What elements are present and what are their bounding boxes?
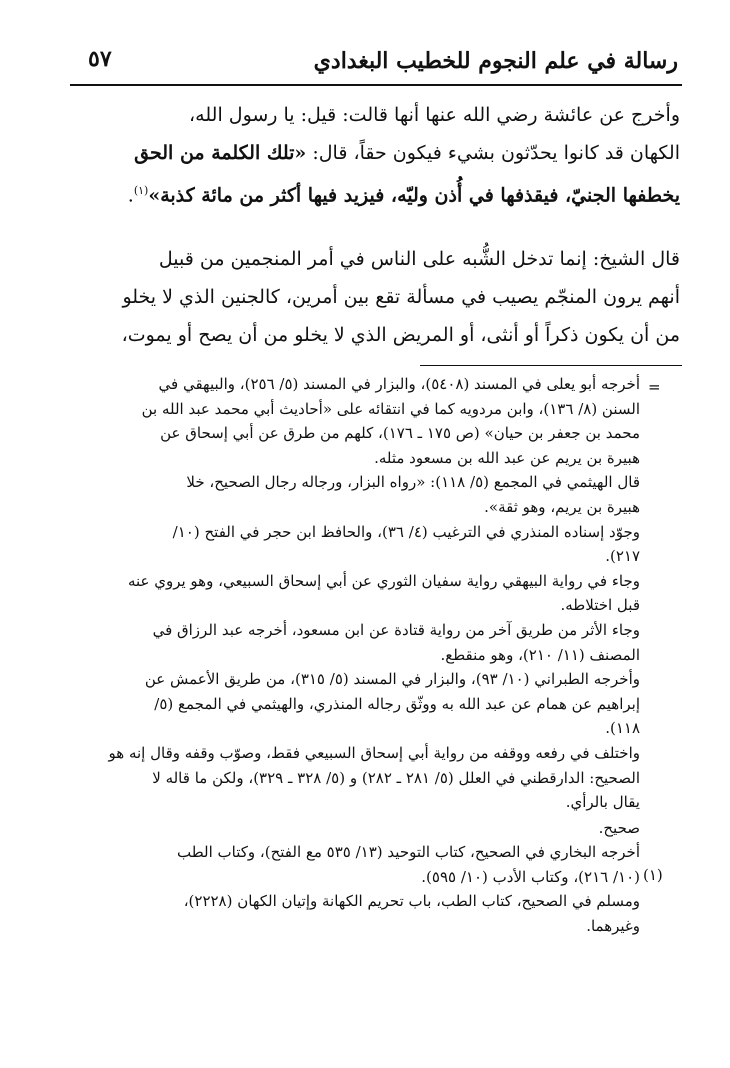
text-line — [76, 172, 680, 210]
footnotes — [60, 372, 640, 939]
footnote-line: أخرجه أبو يعلى في المسند (٥٤٠٨)، والبزار في المسند (٥/ ٢٥٦)، والبيهقي في — [158, 375, 640, 393]
running-title: رسالة في علم النجوم للخطيب البغدادي — [313, 48, 678, 74]
text-segment: . — [127, 184, 134, 207]
footnote-line: ٢١٧). — [605, 547, 640, 566]
footnote-line: هبيرة بن يريم، وهو ثقة». — [484, 497, 640, 516]
hadith-quote: «تلك الكلمة من الحق — [134, 142, 307, 164]
hadith-quote: يخطفها الجنيّ، فيقذفها في أُذن وليّه، فيزيد فيها أكثر من مائة كذبة» — [148, 184, 680, 207]
footnote-line: المصنف (١١/ ٢١٠)، وهو منقطع. — [440, 645, 640, 664]
footnote-line: وأخرجه الطبراني (١٠/ ٩٣)، والبزار في المسند (٥/ ٣١٥)، من طريق الأعمش عن — [144, 670, 640, 689]
footnote-line: وجاء في رواية البيهقي رواية سفيان الثوري عن أبي إسحاق السبيعي، وهو يروي عنه — [127, 571, 640, 590]
footnote-line: قبل اختلاطه. — [560, 596, 640, 615]
footnote-line: هبيرة بن يريم عن عبد الله بن مسعود مثله. — [374, 448, 640, 467]
footnote-number: (١) — [643, 866, 663, 884]
footnote-line: واختلف في رفعه ووقفه من رواية أبي إسحاق السبيعي فقط، وصوّب وقفه وقال إنه هو — [108, 743, 640, 762]
footnote-line: وجوّد إسناده المنذري في الترغيب (٤/ ٣٦)، والحافظ ابن حجر في الفتح (١٠/ — [172, 522, 640, 541]
footnote-continuation-marker: = — [648, 378, 661, 396]
footnote-line: وجاء الأثر من طريق آخر من رواية قتادة عن ابن مسعود، أخرجه عبد الرزاق في — [152, 620, 640, 639]
footnote-line: ومسلم في الصحيح، كتاب الطب، باب تحريم الكهانة وإتيان الكهان (٢٢٢٨)، — [183, 892, 640, 911]
paragraph-sheikh — [76, 240, 680, 354]
footnote-line: قال الهيثمي في المجمع (٥/ ١١٨): «رواه البزار، ورجاله رجال الصحيح، خلا — [186, 473, 640, 492]
header-rule — [70, 84, 682, 86]
footnote-line: أخرجه البخاري في الصحيح، كتاب التوحيد (١٣/ ٥٣٥ مع الفتح)، وكتاب الطب — [176, 843, 640, 862]
text-line: قال الشيخ: إنما تدخل الشُّبه على الناس في أمر المنجمين من قبيل — [158, 248, 680, 270]
footnote-line: الصحيح: الدارقطني في العلل (٥/ ٢٨١ ـ ٢٨٢) و (٥/ ٣٢٨ ـ ٣٢٩)، ولكن ما قاله لا — [152, 768, 640, 787]
footnote-line: صحيح. — [598, 818, 640, 837]
footnote-line: السنن (٨/ ١٣٦)، وابن مردويه كما في انتقائه على «أحاديث أبي محمد عبد الله بن — [141, 399, 640, 418]
paragraph-hadith — [76, 96, 680, 210]
page-number: ٥٧ — [88, 46, 112, 72]
footnote-line: محمد بن جعفر بن حيان» (ص ١٧٥ ـ ١٧٦)، كلهم من طرق عن أبي إسحاق عن — [160, 424, 640, 443]
text-line: من أن يكون ذكراً أو أنثى، أو المريض الذي لا يخلو من أن يصح أو يموت، — [121, 324, 680, 346]
text-line — [76, 134, 680, 172]
footnote-separator — [420, 365, 682, 366]
footnote-line: يقال بالرأي. — [565, 793, 640, 812]
footnote-line: وغيرهما. — [586, 917, 640, 936]
text-line: وأخرج عن عائشة رضي الله عنها أنها قالت: قيل: يا رسول الله، — [189, 104, 680, 126]
footnote-line: ١١٨). — [605, 719, 640, 738]
text-segment: الكهان قد كانوا يحدّثون بشيء فيكون حقاً، قال: — [306, 142, 680, 164]
page-header — [70, 46, 682, 86]
footnote-line: إبراهيم عن همام عن عبد الله به ووثّق رجاله المنذري، والهيثمي في المجمع (٥/ — [154, 694, 640, 713]
text-line: أنهم يرون المنجّم يصيب في مسألة تقع بين أمرين، كالجنين الذي لا يخلو — [122, 286, 680, 308]
footnote-line: (١٠/ ٢١٦)، وكتاب الأدب (١٠/ ٥٩٥). — [421, 867, 640, 886]
footnote-reference[interactable]: (١) — [133, 184, 149, 197]
